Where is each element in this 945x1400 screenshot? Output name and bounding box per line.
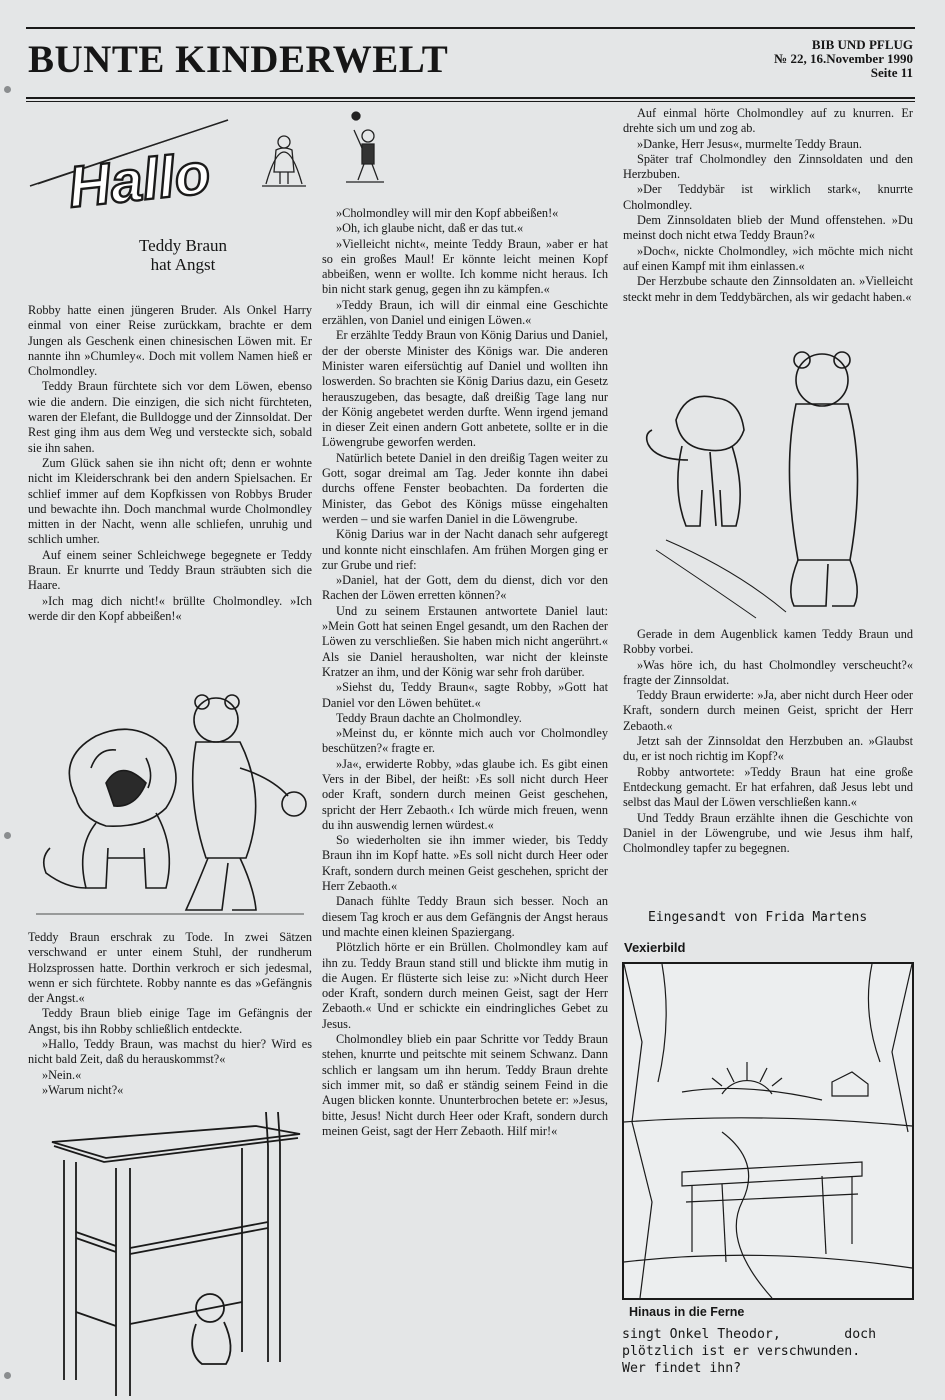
paragraph: »Der Teddybär ist wirklich stark«, knurrte Cholmondley.	[623, 182, 913, 212]
paragraph: »Danke, Herr Jesus«, murmelte Teddy Braun.	[637, 136, 862, 151]
paragraph: Dem Zinnsoldaten blieb der Mund offenstehen. »Du meinst doch nicht etwa Teddy Braun?«	[623, 213, 913, 243]
page-number: Seite 11	[870, 65, 913, 80]
story-column-2	[322, 206, 608, 1139]
puzzle-line: Wer findet ihn?	[622, 1361, 742, 1376]
lion-leaving-illustration	[636, 350, 906, 620]
punch-hole	[4, 86, 11, 93]
story-title	[100, 236, 266, 274]
top-rule	[26, 27, 915, 29]
paragraph: »Vielleicht nicht«, meinte Teddy Braun, »aber er hat so ein großes Maul! Er könnte leicht meinen Kopf abbeißen, wenn er wollte. Ich komme nicht heraus. Ich bin nicht stark genug, gegen ihn zu kämpfen.«	[322, 236, 608, 297]
puzzle-question	[622, 1326, 914, 1377]
paragraph: So wiederholten sie ihn immer wieder, bis Teddy Braun ihn im Kopf hatte. »Es soll nicht durch Heer oder Kraft, sondern durch meinen Geist geschehen, spricht der Herr Zebaoth.«	[322, 833, 608, 894]
paragraph: Später traf Cholmondley den Zinnsoldaten und den Herzbuben.	[623, 151, 913, 182]
paragraph: »Hallo, Teddy Braun, was machst du hier? Wird es nicht bald Zeit, daß du herauskommst?«	[28, 1037, 312, 1067]
paragraph: Natürlich betete Daniel in den dreißig Tagen weiter zu Gott, sogar dreimal am Tag. Jeder konnte ihn dabei durchs offene Fenster beobachten. Da forderten die Minister, das Gebot des Königs müsse eingehalten werden – und sie warfen Daniel in die Löwengrube.	[322, 450, 608, 526]
puzzle-line: singt Onkel Theodor, doch	[622, 1327, 877, 1342]
puzzle-caption: Hinaus in die Ferne	[629, 1305, 745, 1319]
paragraph: Teddy Braun erschrak zu Tode. In zwei Sätzen verschwand er unter einem Stuhl, der rundherum Holzsprossen hatte. Dorthin verkroch er sich jedesmal, wenn er sich fürchtete. Robby nannte es das »Gefängnis der Angst.«	[28, 930, 312, 1006]
paragraph: »Ja«, erwiderte Robby, »das glaube ich. Es gibt einen Vers in der Bibel, der heißt: ›Es soll nicht durch Heer oder Kraft, sondern durch meinen Geist geschehen, spricht der Herr Zebaoth.‹ Ich würde mich freuen, wenn du ihn auswendig lernen würdest.«	[322, 756, 608, 832]
paragraph: »Teddy Braun, ich will dir einmal eine Geschichte erzählen, von Daniel und einigen Löwen.«	[322, 297, 608, 328]
hallo-logo	[28, 118, 248, 221]
punch-hole	[4, 832, 11, 839]
puzzle-picture	[622, 962, 914, 1300]
paragraph: Teddy Braun erwiderte: »Ja, aber nicht durch Heer oder Kraft, sondern durch meinen Geist, spricht der Herr Zebaoth.«	[623, 688, 913, 733]
paragraph: Und Teddy Braun erzählte ihnen die Geschichte von Daniel in der Löwengrube, und wie Jesus ihm half, Cholmondley tapfer zu begegnen.	[623, 810, 913, 856]
paragraph: Danach fühlte Teddy Braun sich besser. Noch an diesem Tag kroch er aus dem Gefängnis der Angst heraus und machte einen kleinen Spaziergang.	[322, 894, 608, 939]
paragraph: Teddy Braun dachte an Cholmondley.	[336, 710, 522, 725]
paragraph: Teddy Braun blieb einige Tage im Gefängnis der Angst, bis ihn Robby schließlich entdeckte.	[28, 1006, 312, 1036]
paragraph: Plötzlich hörte er ein Brüllen. Cholmondley kam auf ihn zu. Teddy Braun stand still und blickte ihm mutig in die Augen. Er flüsterte sich leise zu: »Nicht durch Heer oder Kraft, sondern durch meinen Geist, sagt der Herr Zebaoth.« Und er schickte ein eindringliches Gebet zu Jesus.	[322, 940, 608, 1031]
author-signature: Eingesandt von Frida Martens	[648, 910, 868, 925]
masthead-title: BUNTE KINDERWELT	[28, 38, 449, 81]
paragraph: Gerade in dem Augenblick kamen Teddy Braun und Robby vorbei.	[623, 627, 913, 657]
paragraph: Jetzt sah der Zinnsoldat den Herzbuben an. »Glaubst du, er ist noch richtig im Kopf?«	[623, 734, 913, 764]
paragraph: »Oh, ich glaube nicht, daß er das tut.«	[336, 221, 524, 236]
issue-date: № 22, 16.November 1990	[774, 51, 913, 66]
paragraph: Er erzählte Teddy Braun von König Darius und Daniel, der der oberste Minister des Königs war. Die anderen Minister waren eifersüchtig auf Daniel und wollten ihn loswerden. So brachten sie König Darius dazu, ein Gesetz herauszugeben, das besagte, daß dreißig Tage lang nur der König angebetet werden durfte. Wenn irgend jemand in dieser Zeit einen andern Gott anbetete, sollte er in die Löwengrube geworfen werden.	[322, 328, 608, 450]
header-rule-thin	[26, 101, 915, 102]
story-column-3b	[623, 627, 913, 856]
punch-hole	[4, 1372, 11, 1379]
header-rule	[26, 97, 915, 99]
paragraph: »Meinst du, er könnte mich auch vor Cholmondley beschützen?« fragte er.	[322, 726, 608, 756]
paragraph: »Ich mag dich nicht!« brüllte Cholmondley. »Ich werde dir den Kopf abbeißen!«	[28, 593, 312, 623]
paragraph: Zum Glück sahen sie ihn nicht oft; denn er wohnte nicht im Kleiderschrank bei den andern Spielsachen. Er schlief immer auf dem Kopfkissen von Robbys Bruder und bewachte ihn. Doch manchmal wurde Cholmondley mitten in der Nacht, wenn alle schliefen, unruhig und schlich umher.	[28, 455, 312, 547]
paragraph: Robby hatte einen jüngeren Bruder. Als Onkel Harry einmal von einer Reise zurückkam, brachte er dem Jungen als Geschenk einen chinesischen Löwen mit. Er nannte ihn »Chumley«. Doch mit vollem Namen hieß er Cholmondley.	[28, 303, 312, 379]
paragraph: Robby antwortete: »Teddy Braun hat eine große Entdeckung gemacht. Er hat erfahren, daß Jesus lebt und selbst das Maul der Löwen verschließen kann.«	[623, 764, 913, 810]
hallo-logo-text: Hallo	[65, 140, 214, 221]
lion-and-teddy-illustration	[36, 688, 306, 923]
puzzle-line: plötzlich ist er verschwunden.	[622, 1344, 861, 1359]
paragraph: »Daniel, hat der Gott, dem du dienst, dich vor den Rachen der Löwen erretten können?«	[322, 573, 608, 603]
story-column-1a	[28, 303, 312, 624]
paragraph: »Nein.«	[42, 1067, 82, 1082]
paragraph: »Siehst du, Teddy Braun«, sagte Robby, »Gott hat Daniel vor den Löwen behütet.«	[322, 680, 608, 710]
paragraph: »Doch«, nickte Cholmondley, »ich möchte mich nicht auf einen Kampf mit ihm einlassen.«	[623, 243, 913, 273]
paragraph: »Cholmondley will mir den Kopf abbeißen!«	[336, 206, 559, 220]
story-column-1b	[28, 930, 312, 1098]
paragraph: »Was höre ich, du hast Cholmondley verscheucht?« fragte der Zinnsoldat.	[623, 657, 913, 687]
paragraph: Cholmondley blieb ein paar Schritte vor Teddy Braun stehen, knurrte und peitschte mit seinem Schwanz. Dann schlich er langsam um ihn herum. Teddy Braun drehte sich immer mit, so daß er ständig seinem Feind in die Augen blicken konnte. Ununterbrochen betete er: »Jesus, bitte, Jesus! Nicht durch Heer oder Kraft, sondern durch meinen Geist, sagt der Herr Zebaoth. Hilf mir!«	[322, 1032, 608, 1138]
issue-info	[774, 38, 913, 80]
publication-name: BIB UND PFLUG	[811, 37, 913, 52]
paragraph: König Darius war in der Nacht danach sehr aufgeregt und konnte nicht einschlafen. Am frühen Morgen ging er zur Grube und rief:	[322, 527, 608, 572]
paragraph: Teddy Braun fürchtete sich vor dem Löwen, ebenso wie die andern. Die einzigen, die sich nicht fürchteten, waren der Elefant, die Bulldogge und der Zinnsoldat. Der Rest ging ihm aus dem Weg und versteckte sich, sobald sie ihn sahen.	[28, 379, 312, 455]
puzzle-heading: Vexierbild	[624, 940, 686, 955]
paragraph: Auf einem seiner Schleichwege begegnete er Teddy Braun. Er knurrte und Teddy Braun sträubten sich die Haare.	[28, 547, 312, 593]
paragraph: Auf einmal hörte Cholmondley auf zu knurren. Er drehte sich um und zog ab.	[623, 106, 913, 136]
chair-prison-illustration	[46, 1112, 306, 1398]
story-title-line: Teddy Braun	[138, 236, 228, 255]
story-column-3a	[623, 106, 913, 305]
paragraph: »Warum nicht?«	[42, 1082, 124, 1097]
children-playing-illustration	[258, 110, 386, 190]
story-title-line: hat Angst	[150, 255, 216, 274]
paragraph: Und zu seinem Erstaunen antwortete Daniel laut: »Mein Gott hat seinen Engel gesandt, um den Rachen der Löwen zu verschließen. Sie haben mich nicht angerührt.« Als sie Daniel herausholten, war nicht der kleinste Kratzer an ihm, und der König war sehr froh darüber.	[322, 603, 608, 679]
paragraph: Der Herzbube schaute den Zinnsoldaten an. »Vielleicht steckt mehr in dem Teddybärchen, als wir gedacht haben.«	[623, 274, 913, 304]
